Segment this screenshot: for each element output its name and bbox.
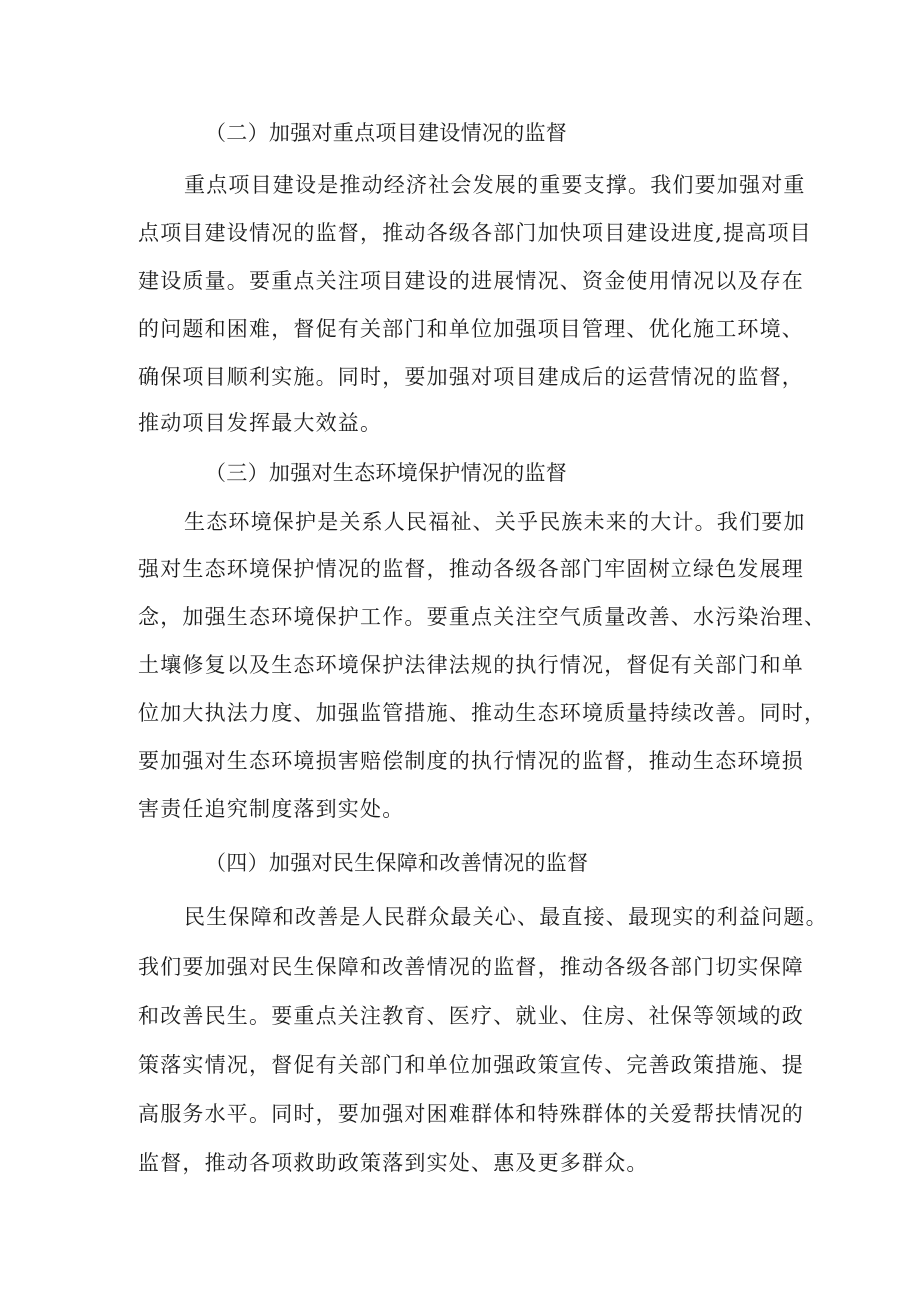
paragraph-line: 策落实情况，督促有关部门和单位加强政策宣传、完善政策措施、提	[138, 1053, 804, 1077]
paragraph-line: 民生保障和改善是人民群众最关心、最直接、最现实的利益问题。	[184, 905, 828, 929]
paragraph-line: 监督，推动各项救助政策落到实处、惠及更多群众。	[138, 1151, 649, 1175]
section-heading-3: （三）加强对生态环境保护情况的监督	[205, 461, 568, 485]
paragraph-line: 土壤修复以及生态环境保护法律法规的执行情况，督促有关部门和单	[138, 653, 804, 677]
paragraph-line: 推动项目发挥最大效益。	[138, 411, 383, 435]
paragraph-line: 生态环境保护是关系人民福祉、关乎民族未来的大计。我们要加	[184, 510, 806, 534]
paragraph-line: 害责任追究制度落到实处。	[138, 797, 405, 821]
section-heading-4: （四）加强对民生保障和改善情况的监督	[205, 851, 589, 875]
section-heading-2: （二）加强对重点项目建设情况的监督	[205, 121, 568, 145]
paragraph-line: 强对生态环境保护情况的监督，推动各级各部门牢固树立绿色发展理	[138, 557, 804, 581]
paragraph-line: 点项目建设情况的监督，推动各级各部门加快项目建设进度,提高项目	[138, 221, 812, 245]
paragraph-line: 和改善民生。要重点关注教育、医疗、就业、住房、社保等领域的政	[138, 1004, 804, 1028]
paragraph-line: 确保项目顺利实施。同时，要加强对项目建成后的运营情况的监督，	[138, 365, 804, 389]
paragraph-line: 念，加强生态环境保护工作。要重点关注空气质量改善、水污染治理、	[138, 605, 827, 629]
paragraph-line: 建设质量。要重点关注项目建设的进展情况、资金使用情况以及存在	[138, 269, 804, 293]
paragraph-line: 要加强对生态环境损害赔偿制度的执行情况的监督，推动生态环境损	[138, 749, 804, 773]
paragraph-line: 重点项目建设是推动经济社会发展的重要支撑。我们要加强对重	[184, 173, 806, 197]
paragraph-line: 位加大执法力度、加强监管措施、推动生态环境质量持续改善。同时，	[138, 701, 827, 725]
paragraph-line: 的问题和困难，督促有关部门和单位加强项目管理、优化施工环境、	[138, 317, 804, 341]
paragraph-line: 我们要加强对民生保障和改善情况的监督，推动各级各部门切实保障	[138, 955, 804, 979]
paragraph-line: 高服务水平。同时，要加强对困难群体和特殊群体的关爱帮扶情况的	[138, 1102, 804, 1126]
